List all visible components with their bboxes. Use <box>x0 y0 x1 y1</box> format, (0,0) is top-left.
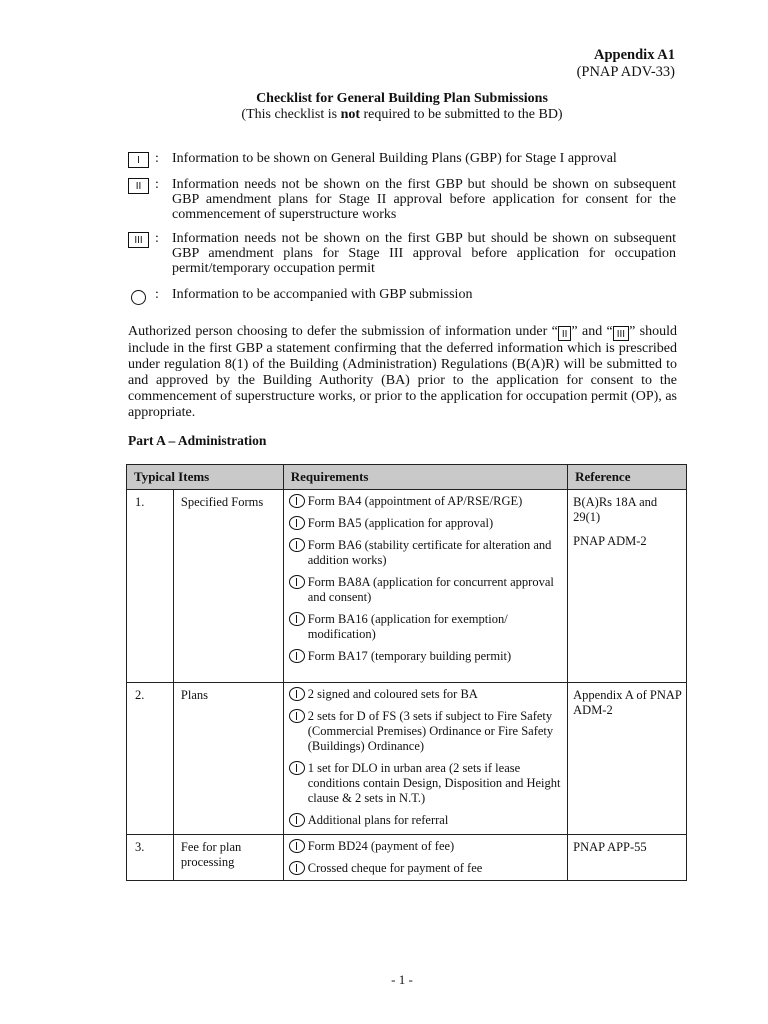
requirement-text: Form BD24 (payment of fee) <box>307 839 455 853</box>
circle-stage-icon <box>289 516 305 530</box>
circle-stage-icon <box>289 687 305 701</box>
circle-stage-icon <box>289 649 305 663</box>
requirement-text: Form BA5 (application for approval) <box>307 516 494 530</box>
table-header-row <box>127 465 687 490</box>
stage-3-box-icon: III <box>613 326 629 341</box>
row-number: 2. <box>127 683 174 835</box>
reference-text: PNAP ADM-2 <box>573 534 647 548</box>
subtitle-text: required to be submitted to the BD) <box>360 107 563 122</box>
requirement-item <box>289 612 565 642</box>
row-number: 3. <box>127 835 174 881</box>
requirement-item <box>289 575 565 605</box>
circle-stage-icon <box>289 761 305 775</box>
header-typical-items: Typical Items <box>127 465 284 490</box>
requirement-item <box>289 761 565 806</box>
legend-text: Information to be accompanied with GBP submission <box>172 287 473 302</box>
reference-text: Appendix A of PNAP ADM-2 <box>573 688 682 717</box>
document-title-block <box>0 91 768 123</box>
stage-1-box-icon: I <box>128 152 149 168</box>
legend-colon: : <box>155 151 159 166</box>
table-row <box>127 490 687 683</box>
administration-table <box>126 464 687 881</box>
requirement-text: Crossed cheque for payment of fee <box>307 861 483 875</box>
row-number: 1. <box>127 490 174 683</box>
header-reference: Reference <box>568 465 687 490</box>
legend-item-stage-1 <box>128 151 676 169</box>
requirement-item <box>289 494 565 509</box>
requirement-text: 1 set for DLO in urban area (2 sets if lease conditions contain Design, Disposition and Height clause & 2 sets in N.T.) <box>307 761 561 805</box>
appendix-header <box>577 47 675 81</box>
row-item: Plans <box>173 683 283 835</box>
subtitle-text: (This checklist is <box>241 107 341 122</box>
row-requirements <box>283 490 567 683</box>
paragraph-text: Authorized person choosing to defer the submission of information under “ <box>128 324 558 339</box>
row-requirements <box>283 683 567 835</box>
circle-icon <box>131 290 146 305</box>
requirement-item <box>289 709 565 754</box>
requirement-text: Form BA8A (application for concurrent approval and consent) <box>307 575 554 604</box>
legend-item-accompany <box>128 287 676 305</box>
requirement-text: Form BA4 (appointment of AP/RSE/RGE) <box>307 494 523 508</box>
requirement-item <box>289 516 565 531</box>
document-title: Checklist for General Building Plan Submissions <box>256 91 548 106</box>
requirement-text: Form BA6 (stability certificate for alteration and addition works) <box>307 538 552 567</box>
page-number: - 1 - <box>391 972 413 987</box>
circle-stage-icon <box>289 538 305 552</box>
reference-text: B(A)Rs 18A and 29(1) <box>573 495 658 524</box>
requirement-text: 2 sets for D of FS (3 sets if subject to Fire Safety (Commercial Premises) Ordinance or Fire Safety (Buildings) Ordinance) <box>307 709 554 753</box>
paragraph-text: ” should include in the first GBP a statement confirming that the deferred information which is prescribed under regulation 8(1) of the Building (Administration) Regulations (B(A)R) will be submitted to and approved by the Building Authority (BA) prior to the application for consent to the commencement of superstructure works, or prior to the application for occupation permit (OP), as appropriate. <box>128 324 677 420</box>
circle-stage-icon <box>289 813 305 827</box>
requirement-item <box>289 538 565 568</box>
header-requirements: Requirements <box>283 465 567 490</box>
stage-3-box-icon: III <box>128 232 149 248</box>
legend-text: Information needs not be shown on the first GBP but should be shown on subsequent GBP amendment plans for Stage III approval before application for occupation permit/temporary occupation permit <box>172 231 676 276</box>
legend-item-stage-3 <box>128 231 676 279</box>
row-reference <box>568 835 687 881</box>
stage-2-box-icon: II <box>128 178 149 194</box>
pnap-reference: (PNAP ADV-33) <box>576 64 675 80</box>
stage-2-box-icon: II <box>558 326 572 341</box>
circle-stage-icon <box>289 494 305 508</box>
subtitle-emphasis: not <box>340 107 361 122</box>
legend-colon: : <box>155 287 159 302</box>
row-item: Fee for plan processing <box>173 835 283 881</box>
requirement-text: Additional plans for referral <box>307 813 449 827</box>
circle-stage-icon <box>289 709 305 723</box>
circle-stage-icon <box>289 839 305 853</box>
legend-colon: : <box>155 177 159 192</box>
deferral-paragraph <box>128 324 677 421</box>
row-requirements <box>283 835 567 881</box>
reference-text: PNAP APP-55 <box>573 840 647 854</box>
paragraph-text: ” and “ <box>571 324 613 339</box>
requirement-text: 2 signed and coloured sets for BA <box>307 687 478 701</box>
requirement-item <box>289 839 565 854</box>
circle-stage-icon <box>289 612 305 626</box>
requirement-text: Form BA16 (application for exemption/ modification) <box>307 612 508 641</box>
table-row <box>127 683 687 835</box>
requirement-text: Form BA17 (temporary building permit) <box>307 649 512 663</box>
appendix-label: Appendix A1 <box>594 47 675 63</box>
table-row <box>127 835 687 881</box>
legend-colon: : <box>155 231 159 246</box>
row-reference <box>568 490 687 683</box>
requirement-item <box>289 649 565 664</box>
document-subtitle <box>0 107 768 123</box>
requirement-item <box>289 687 565 702</box>
circle-stage-icon <box>289 575 305 589</box>
legend-item-stage-2 <box>128 177 676 225</box>
legend-text: Information needs not be shown on the first GBP but should be shown on subsequent GBP amendment plans for Stage II approval before application for consent for the commencement of superstructure works <box>172 177 676 222</box>
legend-text: Information to be shown on General Building Plans (GBP) for Stage I approval <box>172 151 617 166</box>
requirement-item <box>289 861 565 876</box>
requirement-item <box>289 813 565 828</box>
row-reference <box>568 683 687 835</box>
circle-stage-icon <box>289 861 305 875</box>
row-item: Specified Forms <box>173 490 283 683</box>
part-a-heading: Part A – Administration <box>128 433 267 448</box>
